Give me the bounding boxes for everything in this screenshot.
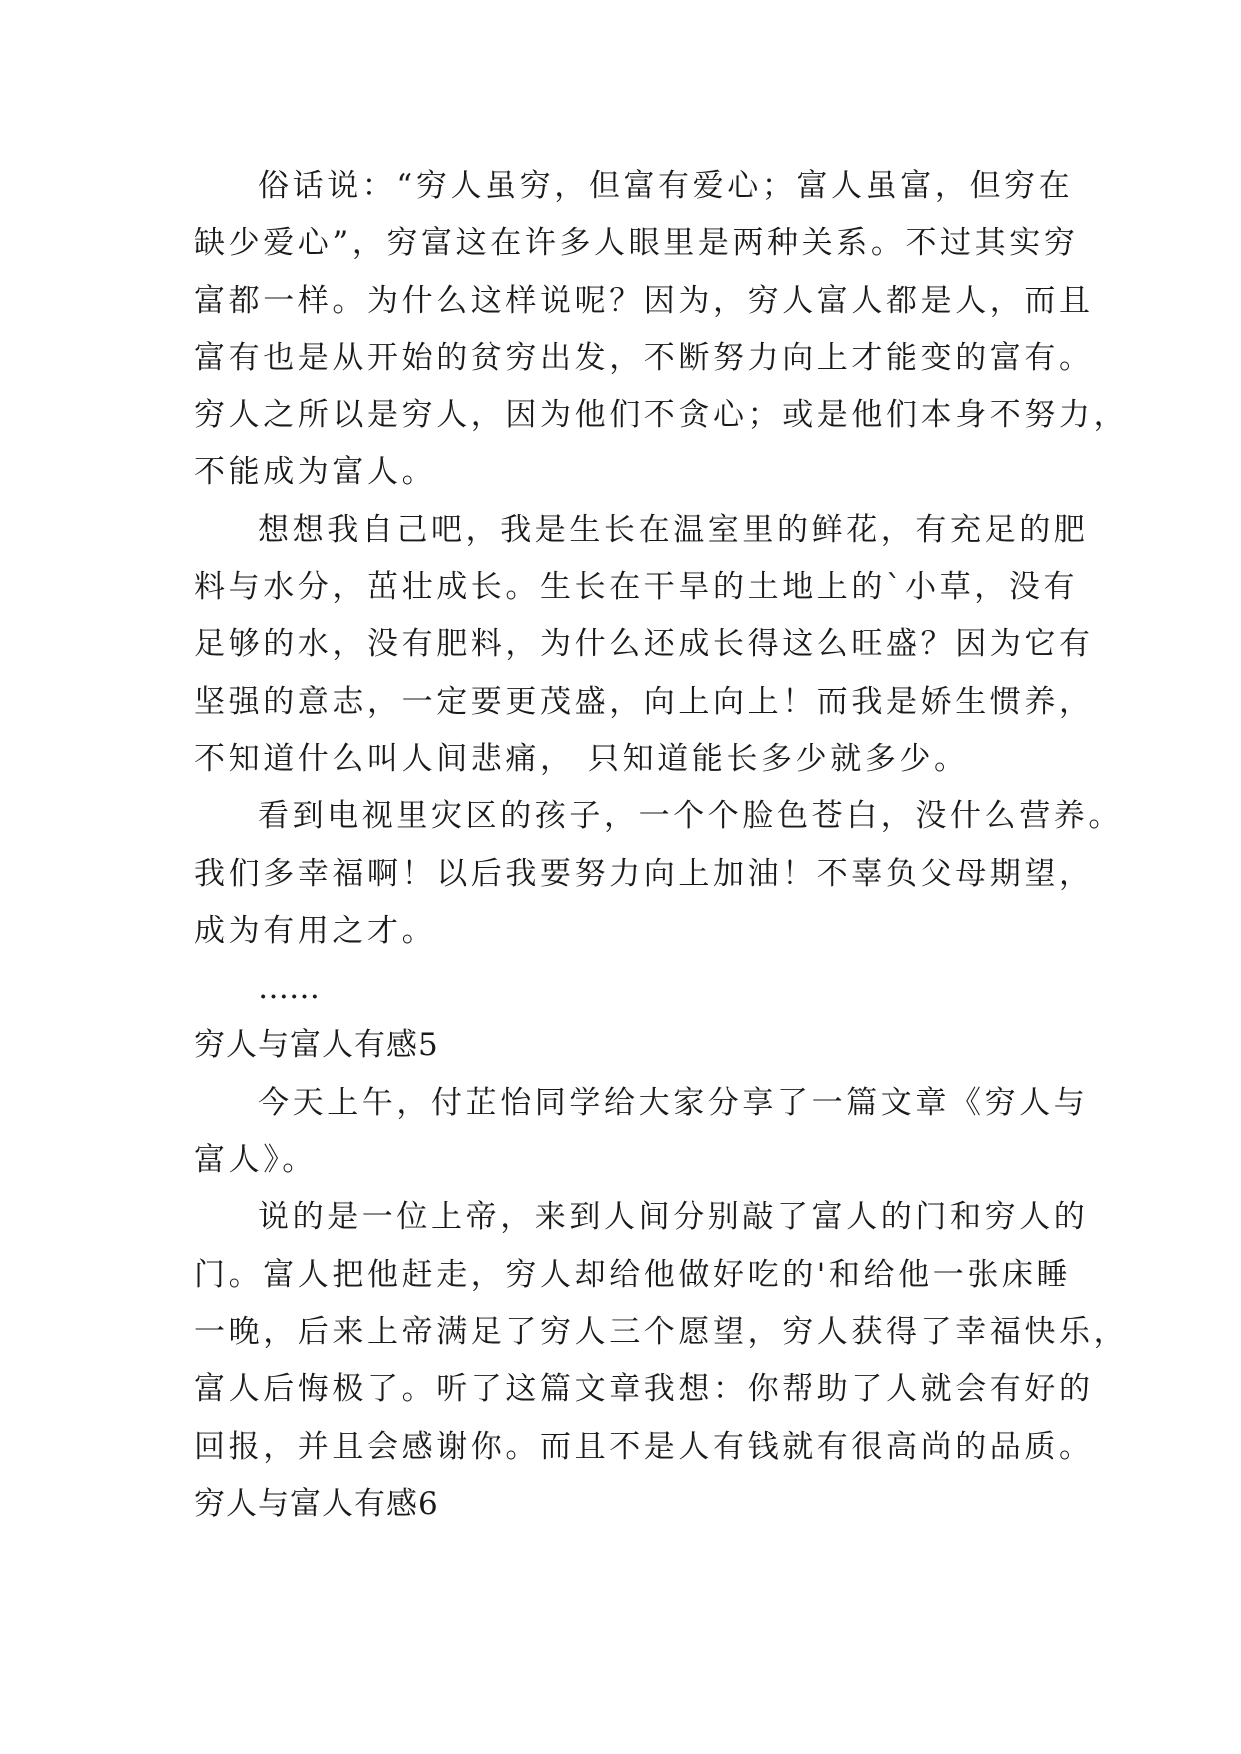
paragraph-line: 穷人之所以是穷人，因为他们不贪心；或是他们本身不努力， [194,397,1129,434]
paragraph-line: 不能成为富人。 [194,454,437,491]
paragraph-line: 看到电视里灾区的孩子，一个个脸色苍白，没什么营养。 [258,798,1123,835]
paragraph-line: 不知道什么叫人间悲痛， 只知道能长多少就多少。 [194,740,969,777]
paragraph-line: 富人》。 [194,1142,317,1179]
ellipsis-line: …… [258,970,320,1007]
paragraph-line: 足够的水，没有肥料，为什么还成长得这么旺盛？因为它有 [194,626,1094,663]
paragraph-line: 想想我自己吧，我是生长在温室里的鲜花，有充足的肥 [258,511,1089,548]
paragraph-line: 料与水分，茁壮成长。生长在干旱的土地上的`小草，没有 [194,569,1079,606]
paragraph-line: 我们多幸福啊！以后我要努力向上加油！不辜负父母期望， [194,855,1094,892]
paragraph-line: 坚强的意志，一定要更茂盛，向上向上！而我是娇生惯养， [194,683,1094,720]
paragraph-line: 成为有用之才。 [194,912,437,949]
paragraph-line: 缺少爱心”，穷富这在许多人眼里是两种关系。不过其实穷 [194,225,1079,262]
paragraph-line: 一晚，后来上帝满足了穷人三个愿望，穷人获得了幸福快乐， [194,1313,1129,1350]
paragraph-line: 回报，并且会感谢你。而且不是人有钱就有很高尚的品质。 [194,1428,1094,1465]
paragraph-line: 富人后悔极了。听了这篇文章我想：你帮助了人就会有好的 [194,1371,1094,1408]
paragraph-line: 今天上午，付芷怡同学给大家分享了一篇文章《穷人与 [258,1084,1089,1121]
paragraph-line: 富都一样。为什么这样说呢？因为，穷人富人都是人，而且 [194,282,1094,319]
section-heading: 穷人与富人有感6 [194,1485,439,1522]
paragraph-line: 富有也是从开始的贫穷出发，不断努力向上才能变的富有。 [194,339,1094,376]
section-heading: 穷人与富人有感5 [194,1027,439,1064]
paragraph-line: 说的是一位上帝，来到人间分别敲了富人的门和穷人的 [258,1199,1089,1236]
paragraph-line: 门。富人把他赶走，穷人却给他做好吃的'和给他一张床睡 [194,1256,1072,1293]
document-body [194,158,1129,1533]
paragraph-line: 俗话说：“穷人虽穷，但富有爱心；富人虽富，但穷在 [258,168,1074,204]
